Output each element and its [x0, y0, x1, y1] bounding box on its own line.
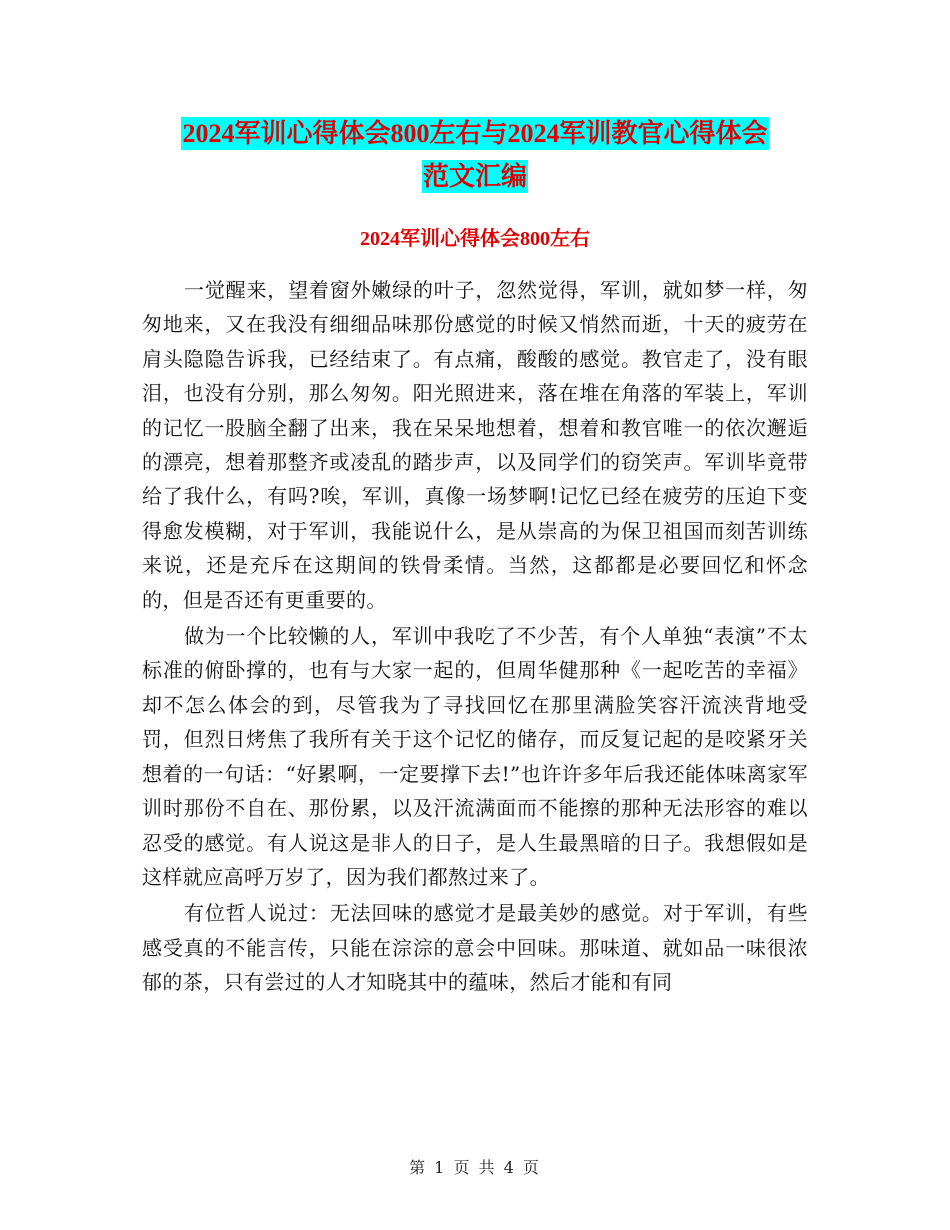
section-heading: 2024军训心得体会800左右	[360, 228, 590, 250]
document-title	[0, 112, 950, 198]
page-footer: 第 1 页 共 4 页	[409, 1158, 541, 1177]
paragraph: 做为一个比较懒的人，军训中我吃了不少苦，有个人单独“表演”不太标准的俯卧撑的，也有与大家一起的，但周华健那种《一起吃苦的幸福》却不怎么体会的到，尽管我为了寻找回忆在那里满脸笑容汗流浃背地受罚，但烈日烤焦了我所有关于这个记忆的储存，而反复记起的是咬紧牙关想着的一句话：“好累啊，一定要撑下去!”也许许多年后我还能体味离家军训时那份不自在、那份累，以及汗流满面而不能擦的那种无法形容的难以忍受的感觉。有人说这是非人的日子，是人生最黑暗的日子。我想假如是这样就应高呼万岁了，因为我们都熬过来了。	[142, 624, 808, 889]
title-line-2: 范文汇编	[422, 162, 527, 191]
article-body	[142, 273, 808, 1000]
paragraph: 有位哲人说过：无法回味的感觉才是最美妙的感觉。对于军训，有些感受真的不能言传，只能在淙淙的意会中回味。那味道、就如品一味很浓郁的茶，只有尝过的人才知晓其中的蕴味，然后才能和有同	[142, 901, 808, 995]
paragraph: 一觉醒来，望着窗外嫩绿的叶子，忽然觉得，军训，就如梦一样，匆匆地来，又在我没有细细品味那份感觉的时候又悄然而逝，十天的疲劳在肩头隐隐告诉我，已经结束了。有点痛，酸酸的感觉。教官走了，没有眼泪，也没有分别，那么匆匆。阳光照进来，落在堆在角落的军装上，军训的记忆一股脑全翻了出来，我在呆呆地想着，想着和教官唯一的依次邂逅的漂亮，想着那整齐或凌乱的踏步声，以及同学们的窃笑声。军训毕竟带给了我什么，有吗?唉，军训，真像一场梦啊!记忆已经在疲劳的压迫下变得愈发模糊，对于军训，我能说什么，是从崇高的为保卫祖国而刻苦训练来说，还是充斥在这期间的铁骨柔情。当然，这都都是必要回忆和怀念的，但是否还有更重要的。	[142, 278, 808, 612]
title-line-1: 2024军训心得体会800左右与2024军训教官心得体会	[182, 119, 768, 148]
